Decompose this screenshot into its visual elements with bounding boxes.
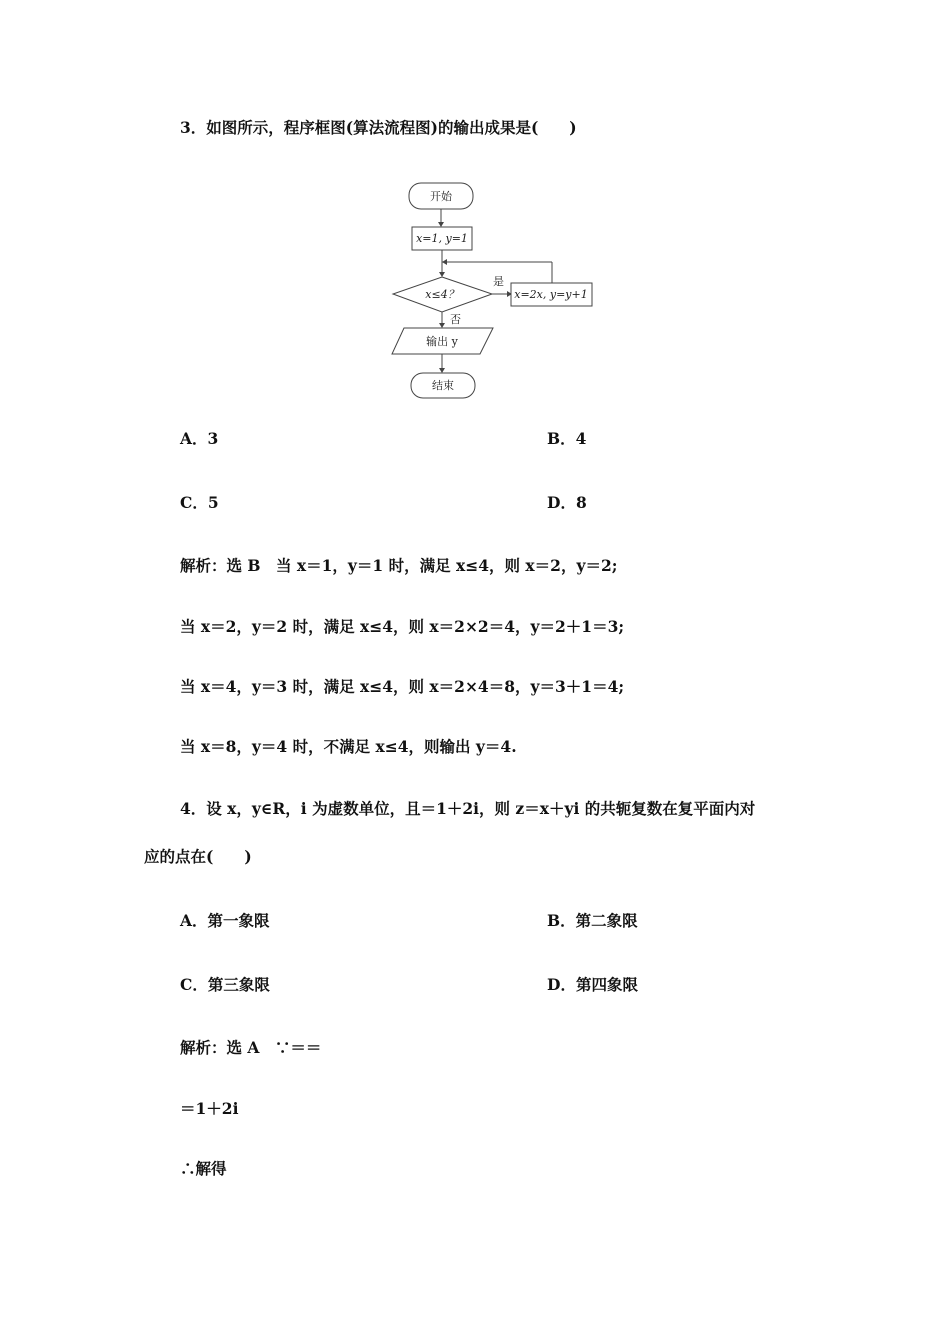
flow-no-label: 否 — [450, 313, 461, 326]
q4-option-a: A．第一象限 — [180, 911, 270, 930]
q4-solution-line-1: 解析：选 A ∵＝＝ — [180, 1038, 322, 1057]
q4-solution-line-3: ∴解得 — [180, 1159, 227, 1178]
flow-init-label: x=1, y=1 — [416, 232, 468, 245]
q4-solution-line-2: ＝1＋2i — [180, 1099, 239, 1118]
q3-solution-line-3: 当 x＝4，y＝3 时，满足 x≤4，则 x＝2×4＝8，y＝3＋1＝4; — [180, 677, 625, 696]
q3-option-b: B．4 — [547, 429, 587, 448]
q3-option-c: C．5 — [180, 493, 219, 512]
flow-yes-label: 是 — [493, 275, 504, 288]
q4-option-c: C．第三象限 — [180, 975, 270, 994]
q4-option-d: D．第四象限 — [547, 975, 638, 994]
q4-stem-line-2: 应的点在( ) — [144, 847, 252, 866]
flow-end-label: 结束 — [432, 379, 454, 392]
q3-option-a: A．3 — [180, 429, 219, 448]
flow-output-label: 输出 y — [426, 335, 458, 348]
flow-start-label: 开始 — [430, 190, 452, 203]
q4-option-b: B．第二象限 — [547, 911, 638, 930]
q3-solution-line-1: 解析：选 B 当 x＝1，y＝1 时，满足 x≤4，则 x＝2，y＝2; — [180, 556, 618, 575]
q3-solution-line-2: 当 x＝2，y＝2 时，满足 x≤4，则 x＝2×2＝4，y＝2＋1＝3; — [180, 617, 625, 636]
flowchart — [380, 175, 610, 405]
q4-stem-line-1: 4．设 x，y∈R，i 为虚数单位，且＝1＋2i，则 z＝x＋yi 的共轭复数在复平面内对 — [180, 799, 756, 818]
flow-update-label: x=2x, y=y+1 — [514, 288, 588, 301]
q3-solution-line-4: 当 x＝8，y＝4 时，不满足 x≤4，则输出 y＝4. — [180, 737, 517, 756]
q3-option-d: D．8 — [547, 493, 587, 512]
q3-stem: 3．如图所示，程序框图(算法流程图)的输出成果是( ) — [180, 118, 577, 137]
flow-condition-label: x≤4？ — [425, 288, 459, 301]
